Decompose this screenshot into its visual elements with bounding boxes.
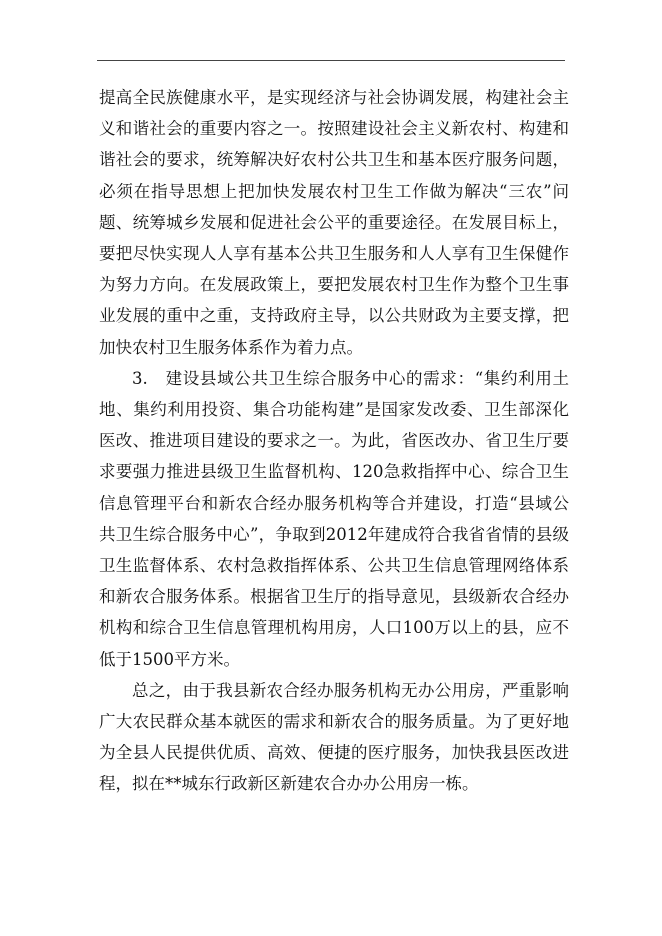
paragraph-conclusion: 总之，由于我县新农合经办服务机构无办公用房，严重影响广大农民群众基本就医的需求和新农合的服务质量。为了更好地为全县人民提供优质、高效、便捷的医疗服务，加快我县医改进程，拟在**城东行政新区新建农合办办公用房一栋。	[99, 680, 569, 794]
paragraph-health-goals: 提高全民族健康水平，是实现经济与社会协调发展，构建社会主义和谐社会的重要内容之一。按照建设社会主义新农村、构建和谐社会的要求，统筹解决好农村公共卫生和基本医疗服务问题，必须在指导思想上把加快发展农村卫生工作做为解决“三农”问题、统筹城乡发展和促进社会公平的重要途径。在发展目标上，要把尽快实现人人享有基本公共卫生服务和人人享有卫生保健作为努力方向。在发展政策上，要把发展农村卫生作为整个卫生事业发展的重中之重，支持政府主导，以公共财政为主要支撑，把加快农村卫生服务体系作为着力点。	[99, 88, 569, 357]
header-rule	[97, 60, 565, 61]
paragraph-county-center-need: 3. 建设县域公共卫生综合服务中心的需求：“集约利用土地、集约利用投资、集合功能构建”是国家发改委、卫生部深化医改、推进项目建设的要求之一。为此，省医改办、省卫生厅要求要强力推进县级卫生监督机构、120急救指挥中心、综合卫生信息管理平台和新农合经办服务机构等合并建设，打造“县域公共卫生综合服务中心”，争取到2012年建成符合我省省情的县级卫生监督体系、农村急救指挥体系、公共卫生信息管理网络体系和新农合服务体系。根据省卫生厅的指导意见，县级新农合经办机构和综合卫生信息管理机构用房，人口100万以上的县，应不低于1500平方米。	[99, 368, 569, 669]
document-body	[99, 82, 569, 800]
